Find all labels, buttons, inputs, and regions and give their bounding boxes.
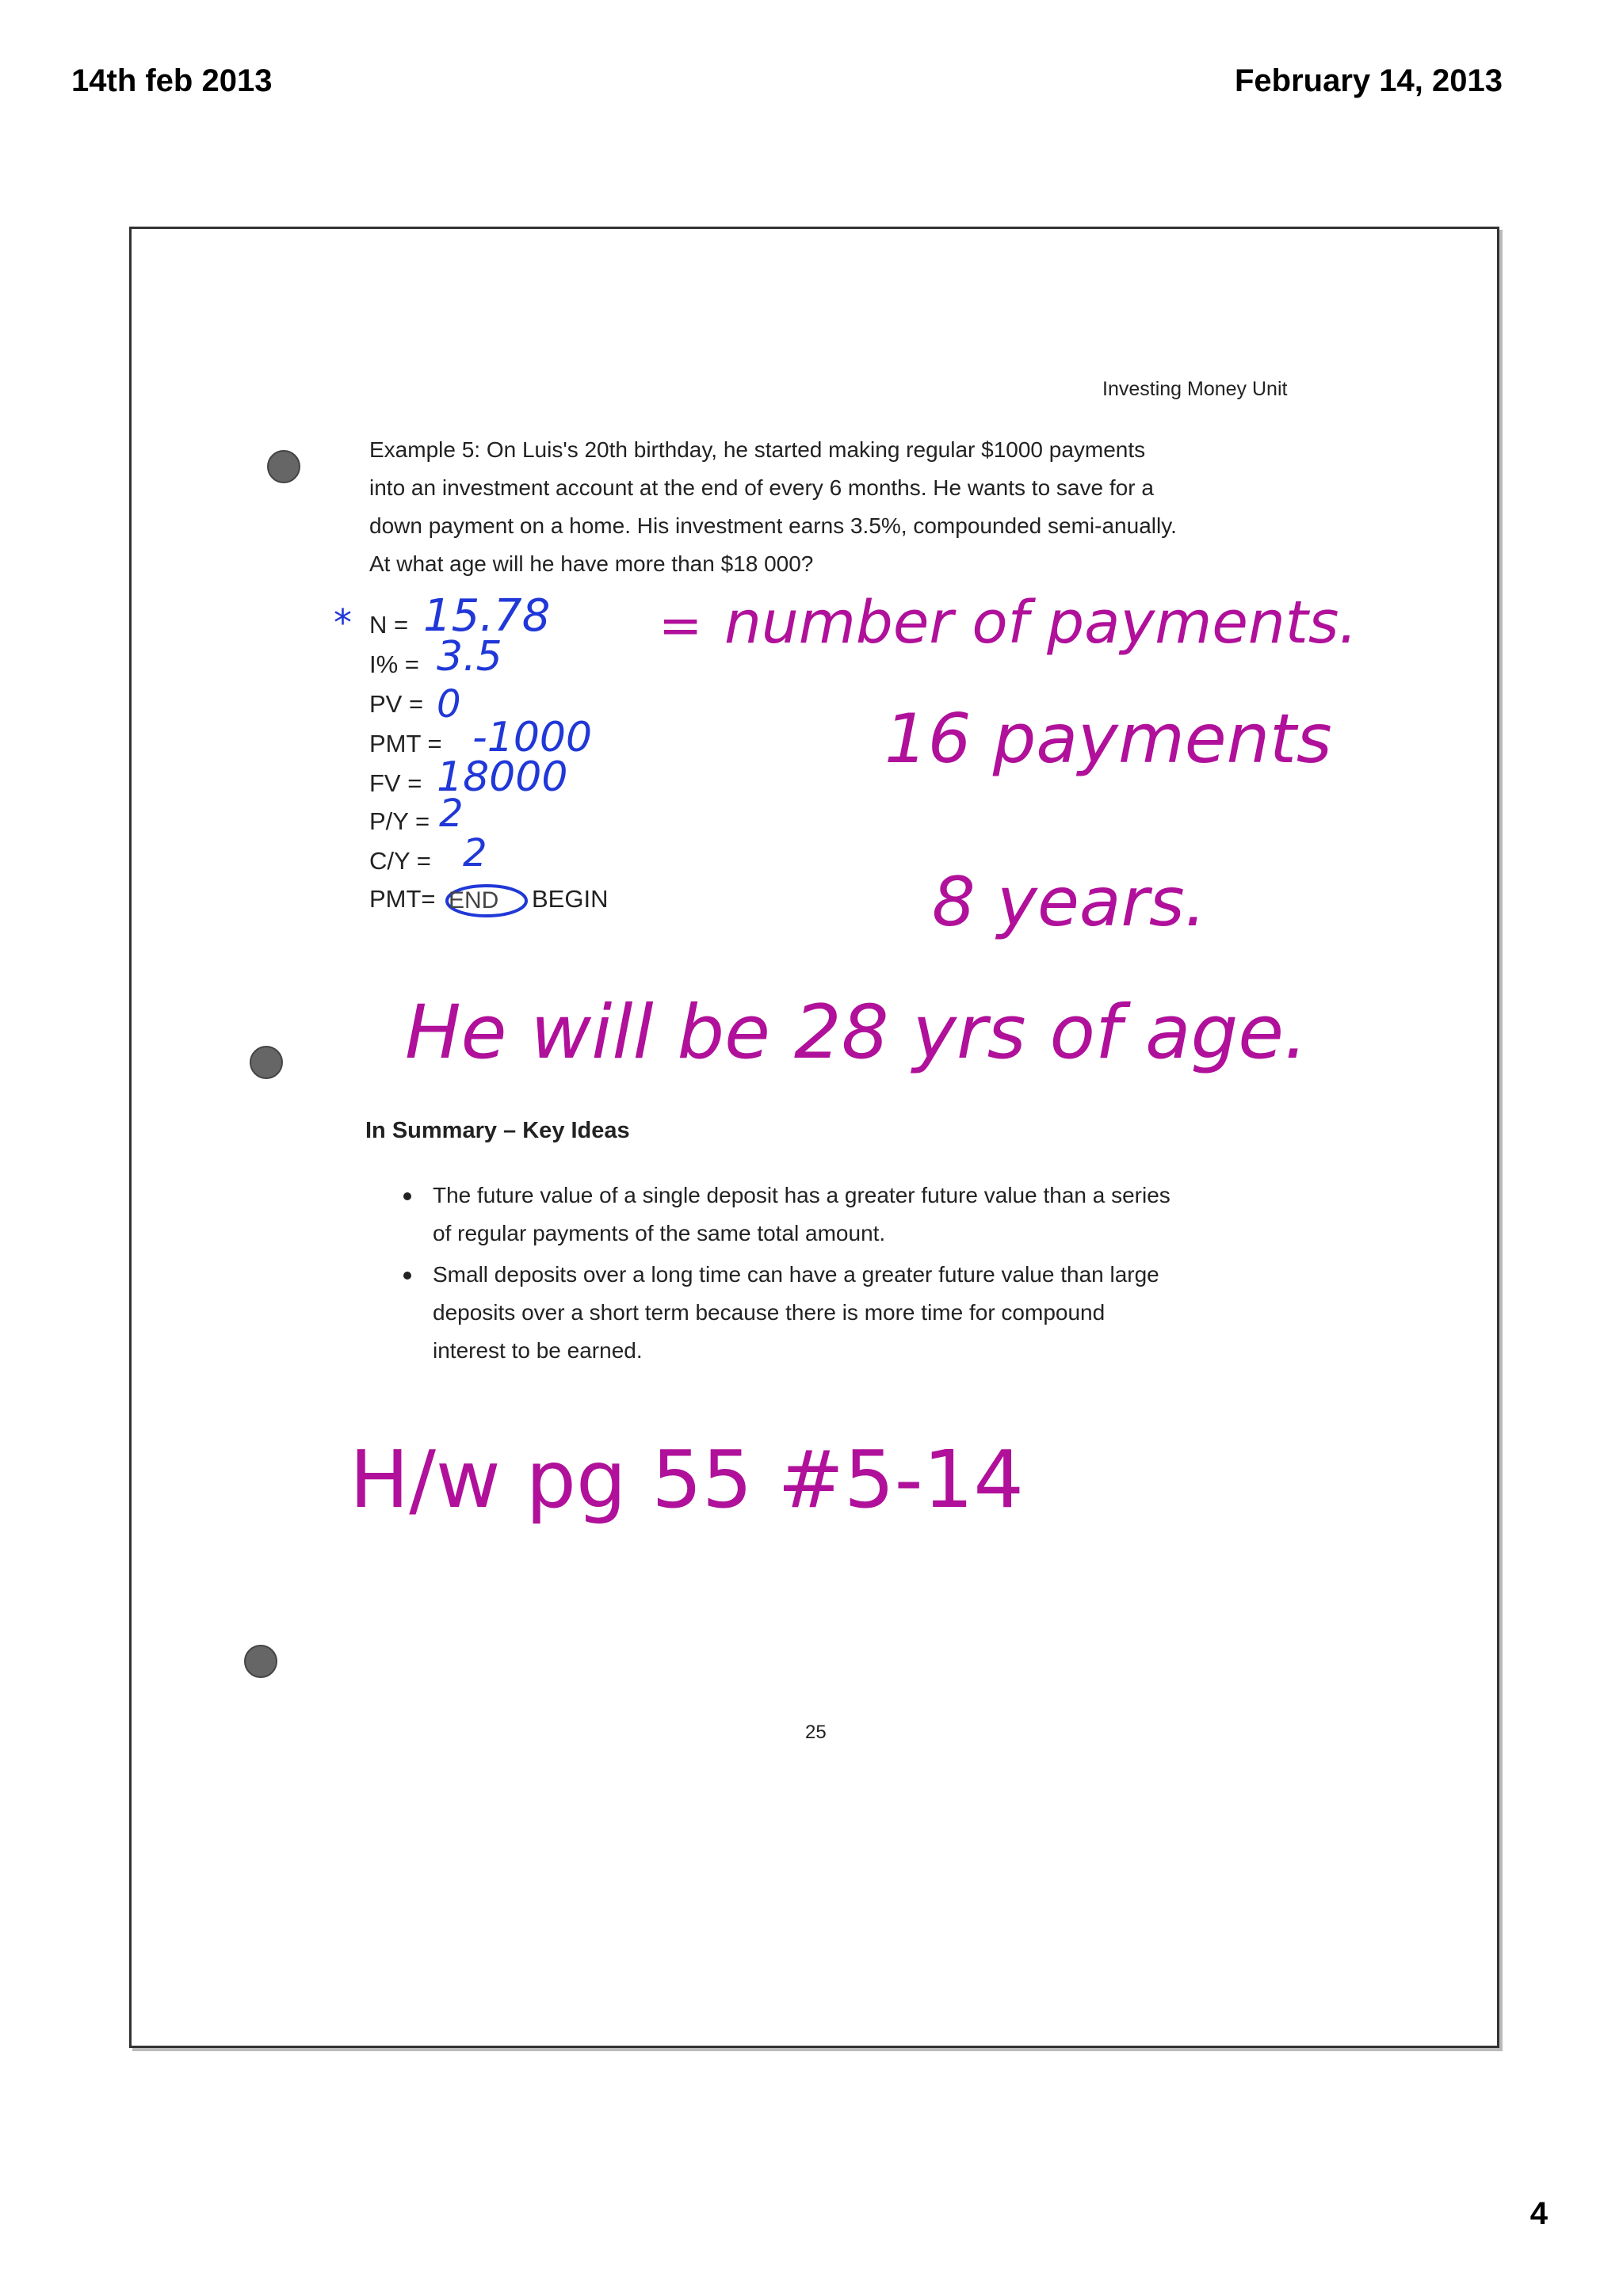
handwritten-cy-value: 2 [463,831,487,875]
question-line: At what age will he have more than $18 000? [369,551,814,576]
handwritten-8-years: 8 years. [932,863,1207,942]
tvm-label-cy: C/Y = [369,847,431,875]
hole-punch-top-icon [268,451,300,482]
tvm-label-n: N = [369,611,409,639]
bullet-icon [403,1272,411,1280]
tvm-begin-option: BEGIN [532,885,609,913]
tvm-label-i: I% = [369,650,419,678]
handwritten-i-value: 3.5 [437,633,502,681]
note-title: 14th feb 2013 [71,63,273,98]
handwritten-pv-value: 0 [437,682,461,727]
handwritten-pmt-value: -1000 [472,714,593,761]
handwritten-fv-value: 18000 [437,753,568,801]
unit-label: Investing Money Unit [1102,378,1288,400]
handwritten-n-value: 15.78 [423,590,551,642]
summary-bullet-line: Small deposits over a long time can have a greater future value than large [433,1262,1159,1287]
worksheet-page-number: 25 [805,1722,827,1743]
tvm-label-fv: FV = [369,769,422,797]
summary-bullet-line: interest to be earned. [433,1338,643,1363]
summary-bullet-line: deposits over a short term because there is more time for compound [433,1300,1106,1325]
handwritten-py-value: 2 [439,791,464,836]
handwritten-16-payments: 16 payments [884,700,1332,779]
summary-bullet-line: of regular payments of the same total amount. [433,1221,886,1245]
tvm-label-mode: PMT= [369,885,436,913]
question-line: Example 5: On Luis's 20th birthday, he started making regular $1000 payments [369,437,1146,462]
page-number: 4 [1529,2196,1548,2231]
summary-bullet-line: The future value of a single deposit has a greater future value than a series [433,1183,1170,1207]
tvm-label-pv: PV = [369,690,424,718]
handwritten-star: * [334,601,352,644]
worksheet-page [129,227,1499,2048]
handwritten-answer: He will be 28 yrs of age. [405,990,1308,1076]
tvm-label-pmt: PMT = [369,730,442,757]
tvm-end-option: END [449,887,499,913]
question-line: down payment on a home. His investment earns 3.5%, compounded semi-anually. [369,513,1177,538]
bullet-icon [403,1192,411,1200]
note-date: February 14, 2013 [1235,63,1503,98]
hole-punch-bottom-icon [245,1646,277,1677]
question-line: into an investment account at the end of every 6 months. He wants to save for a [369,475,1154,500]
tvm-label-py: P/Y = [369,807,430,835]
handwritten-equals: = [659,595,703,656]
handwritten-homework: H/w pg 55 #5-14 [349,1433,1024,1526]
hole-punch-middle-icon [250,1047,282,1078]
handwritten-number-of-payments: number of payments. [724,589,1358,657]
summary-heading: In Summary – Key Ideas [365,1118,630,1143]
